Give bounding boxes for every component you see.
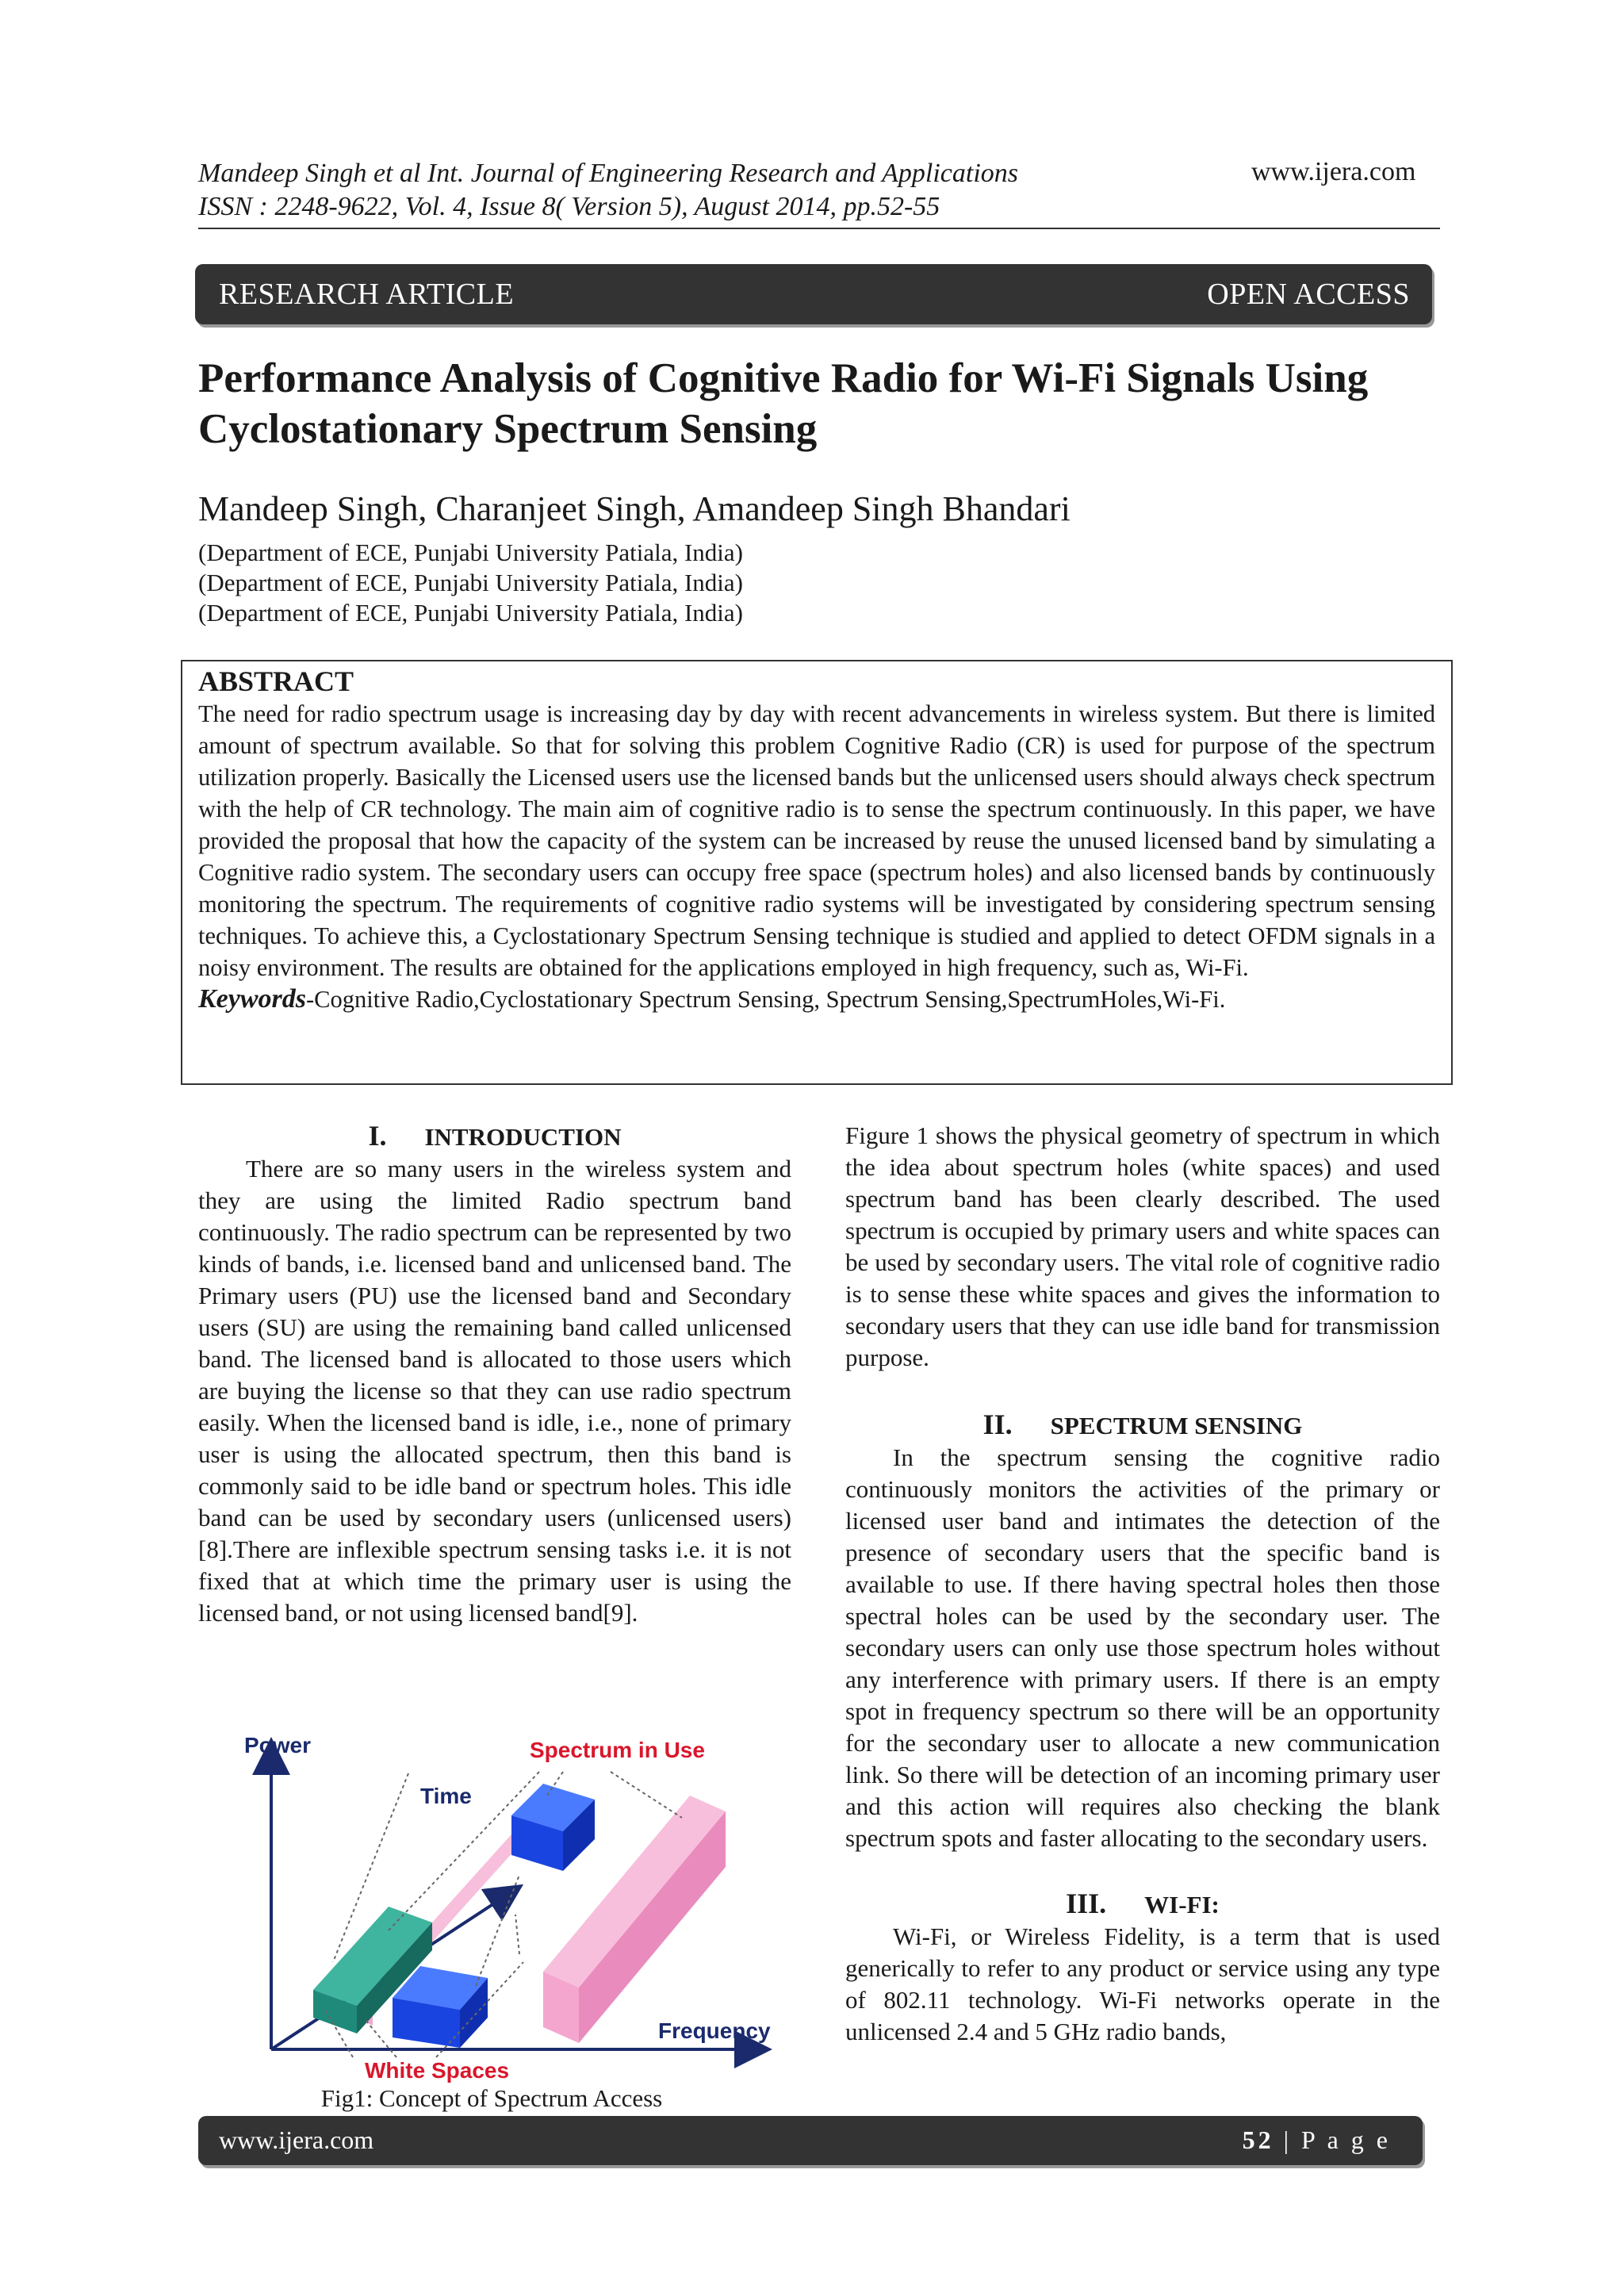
page-number [1243,2125,1391,2155]
journal-website-link[interactable]: www.ijera.com [1251,157,1416,186]
page-footer [198,2116,1423,2165]
spectrum-access-diagram [238,1724,785,2083]
introduction-text: There are so many users in the wireless system and they are using the limited Radio spectrum band continuously. The radio spectrum can be represented by two kinds of bands, i.e. licensed band and unlicensed band. The Primary users (PU) use the licensed band and Secondary users (SU) are using the remaining band called unlicensed band. The licensed band is allocated to those users which are buying the license so that they can use radio spectrum easily. When the licensed band is idle, i.e., none of primary user is using the allocated spectrum, then this band is commonly said to be idle band or spectrum holes. This idle band can be used by secondary users (unlicensed users)[8].There are inflexible spectrum sensing tasks i.e. it is not fixed that at which time the primary user is using the licensed band, or not using licensed band[9]. [198,1155,791,1627]
leader-line-in-use-2 [611,1772,682,1818]
section-heading-introduction [198,1120,791,1153]
label-power: Power [244,1733,312,1757]
left-column [198,1120,791,1629]
section-title: INTRODUCTION [424,1123,622,1151]
wifi-text: Wi-Fi, or Wireless Fidelity, is a term that is used generically to refer to any product or service using any type of 802.11 technology. Wi-Fi networks operate in the unlicensed 2.4 and 5 GHz radio bands, [845,1922,1440,2045]
section-heading-spectrum-sensing [845,1409,1440,1442]
right-column [845,1120,1440,2048]
header-rule [198,228,1440,229]
label-white-spaces: White Spaces [365,2058,510,2083]
open-access-label: OPEN ACCESS [1207,278,1410,311]
abstract-text: The need for radio spectrum usage is increasing day by day with recent advancements in wireless system. But there is limited amount of spectrum available. So that for solving this problem Cognitive Radio (CR) is used for purpose of the spectrum utilization properly. Basically the Licensed users use the licensed bands but the unlicensed users should always check spectrum with the help of CR technology. The main aim of cognitive radio is to sense the spectrum continuously. In this paper, we have provided the proposal that how the capacity of the system can be increased by reuse the unused licensed band by simulating a Cognitive radio system. The secondary users can occupy free space (spectrum holes) and also licensed bands by continuously monitoring the spectrum. The requirements of cognitive radio systems will be investigated by considering spectrum sensing techniques. To achieve this, a Cyclostationary Spectrum Sensing technique is studied and applied to detect OFDM signals in a noisy environment. The results are obtained for the applications employed in high frequency, such as, Wi-Fi. [198,700,1435,981]
affiliation-2: (Department of ECE, Punjabi University Patiala, India) [198,569,743,596]
section-number: II. [982,1409,1013,1440]
spectrum-sensing-text: In the spectrum sensing the cognitive radio continuously monitors the activities of the primary or licensed user band and intimates the detection of the presence of secondary users that the specific band is available to use. If there having spectral holes then those spectral holes can be used by the secondary user. The secondary users can only use those spectrum holes without any interference with primary users. If there is an empty spot in frequency spectrum so there will be an opportunity for the secondary user to allocate a new communication link. So there will be detection of an incoming primary user and this action will requires also checking the blank spectrum spots and faster allocating to the secondary users. [845,1443,1440,1852]
label-frequency: Frequency [658,2018,771,2043]
leader-line-white-2 [365,2019,396,2057]
affiliation-3: (Department of ECE, Punjabi University Patiala, India) [198,599,743,627]
figure-caption: Fig1: Concept of Spectrum Access [320,2084,663,2112]
figure-description-text: Figure 1 shows the physical geometry of spectrum in which the idea about spectrum holes (white spaces) and used spectrum band has been clearly described. The used spectrum is occupied by primary users and white spaces can be used by secondary users. The vital role of cognitive radio is to sense these white spaces and gives the information to secondary users that they can use idle band for transmission purpose. [845,1121,1440,1371]
footer-website-link[interactable]: www.ijera.com [219,2125,374,2154]
figure-spectrum-access [238,1724,785,2083]
keywords-line [198,983,1435,1015]
abstract-box [181,660,1453,1085]
section-title: SPECTRUM SENSING [1050,1412,1303,1439]
section-number: I. [368,1120,387,1152]
leader-line-white-5 [476,1875,519,1986]
paper-title: Performance Analysis of Cognitive Radio for Wi-Fi Signals Using Cyclostationary Spectrum Sensing [198,355,1369,452]
leader-line-white-4 [515,1915,519,1954]
page-number-value: 52 [1242,2125,1274,2154]
author-list: Mandeep Singh, Charanjeet Singh, Amandeep Singh Bhandari [198,489,1071,528]
keywords-label: Keywords [198,984,306,1014]
issn-line: ISSN : 2248-9622, Vol. 4, Issue 8( Version 5), August 2014, pp.52-55 [198,192,940,221]
label-time: Time [420,1784,472,1808]
research-article-label: RESEARCH ARTICLE [219,278,515,311]
affiliation-1: (Department of ECE, Punjabi University Patiala, India) [198,539,743,566]
page-label: | P a g e [1274,2125,1391,2154]
section-title: WI-FI: [1144,1891,1220,1918]
label-spectrum-in-use: Spectrum in Use [530,1738,705,1762]
section-heading-wifi [845,1888,1440,1921]
article-type-banner [195,264,1432,324]
journal-citation: Mandeep Singh et al Int. Journal of Engineering Research and Applications [198,159,1018,188]
abstract-heading: ABSTRACT [198,665,354,697]
keywords-text: -Cognitive Radio,Cyclostationary Spectrum Sensing, Spectrum Sensing,SpectrumHoles,Wi-Fi. [306,986,1226,1013]
section-number: III. [1066,1888,1107,1919]
